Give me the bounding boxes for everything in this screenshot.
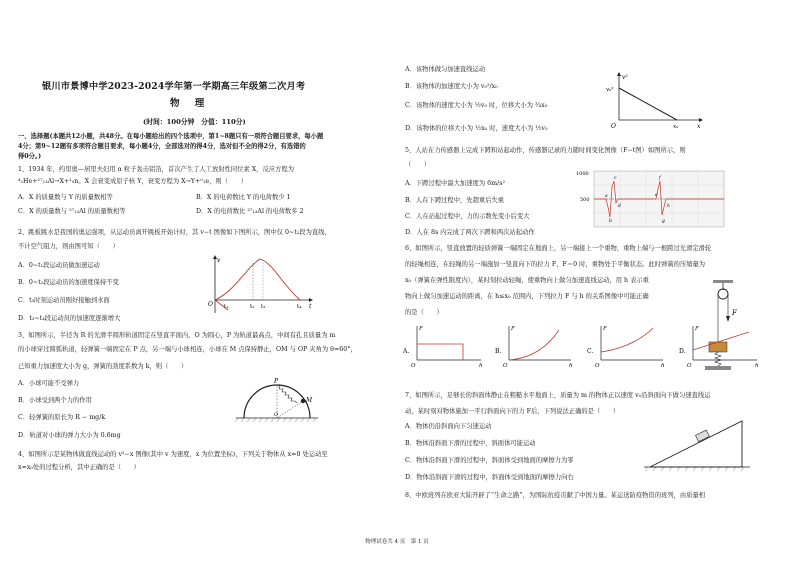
q7-line-2: 动，某时刻对物体施加一平行斜面向下的力 F后，下列说法正确的是（ ） [405,408,620,415]
q2-origin: O [208,301,213,308]
q3-option-d: D．轨道对小球的弹力大小为 0.6mg [18,432,121,439]
q6-c-o: O [595,363,600,369]
q5-option-a: A．下蹲过程中最大加速度为 6m/s² [405,180,505,187]
exam-title: 银川市景博中学2023-2024学年第一学期高三年级第二次月考 [42,81,306,92]
q3-option-b: B．小球受到两个力的作用 [18,397,92,404]
q6-b-f: F [511,326,515,332]
q6-letter-b: B. [495,348,502,355]
q2-t1: t₁ [224,304,229,310]
q4-option-a: A．该物体做匀加速直线运动 [405,66,486,73]
q2-option-c: C．t₃时刻运动员刚好接触到水面 [18,297,110,304]
q4-v2x-graph [605,72,705,130]
q3-label-m: M [306,397,313,404]
q3-semicircle-figure [232,375,322,425]
q6-a-o: O [411,363,416,369]
q5-label-f: f [659,176,661,181]
q1-line-2: ⁴₂He+²⁷₁₃Al→X+¹₀n。X 会衰变成原子核 Y，衰变方程为 X→Y+⁰₁e，则（ ） [18,178,247,185]
instructions-line-3: 得0分。) [18,153,42,160]
q6-c-f: F [603,326,607,332]
q6-b-h: h [569,363,573,369]
q1-line-1: 1、1934 年，约里奥—居里夫妇用 α 粒子轰击铝箔，首次产生了人工放射性同位素 X，反应方程为 [18,166,295,173]
q6-option-graphs [403,322,783,368]
q4-line-1: 4、如图所示是某物体做直线运动的 v²−x 图像(其中 v 为速度，x 为位置坐标)，下列关于物体从 x=0 处运动至 [18,451,328,458]
page-footer: 物理试卷共 4 页 第 1 页 [365,539,429,545]
q5-option-b: B．人在下蹲过程中，先超重后失重 [405,197,505,204]
q1-option-a: A．X 的质量数与 Y 的质量数相等 [18,194,113,201]
q5-label-b: b [609,219,612,224]
q2-vt-graph [205,255,315,315]
q5-line-2: （ ） [405,161,431,168]
q6-c-h: h [661,363,665,369]
q6-letter-c: C. [587,348,594,355]
q5-label-c: c [614,176,617,181]
q5-option-c: C．人在站起过程中，力的示数先变小后变大 [405,213,530,220]
q6-graph-c [587,326,665,369]
subject-title: 物 理 [170,98,211,109]
q5-label-g: g [662,219,665,224]
q6-letter-a: A. [403,348,410,355]
q1-option-b: B．X 的电荷数比 Y 的电荷数少 1 [196,194,291,201]
q6-graph-d [679,326,759,369]
q6-line-4: 物向上做匀加速运动的距离，在 h≤x₀ 范围内，下列拉力 F 与 h 的关系图像中可能正确 [405,293,649,300]
q6-a-f: F [419,326,423,332]
q2-t4: t₄ [297,304,302,310]
q5-option-d: D．人在 8s 内完成了两次下蹲和两次站起动作 [405,229,535,236]
q4-origin: O [611,123,616,130]
q3-line-2: 的小球穿过圆弧轨道，轻弹簧一端固定在 P 点，另一端与小球相连，小球在 M 点保持静止，OM 与 OP 夹角为 θ=60°， [18,346,357,353]
q7-option-b: B．物体沿斜面下滑的过程中，斜面体可能运动 [405,440,536,447]
q4-option-c: C．该物体的速度大小为 ½v₀ 时，位移大小为 ¾x₀ [405,102,548,109]
q4-axis-v2: v² [622,74,628,81]
q3-option-c: C．轻弹簧的原长为 R − mg/k [18,414,106,421]
q2-line-1: 2、跳板跳水是我国的奥运强项，从运动员离开跳板开始计时，其 v−t 图像如下图所示，图中仅 0~t₂段为直线， [18,229,331,236]
q5-label-a: a [605,194,608,199]
q6-line-5: 的是（ ） [405,309,443,316]
q2-t3: t₃ [261,304,266,310]
q6-d-f: F [695,326,699,332]
q7-line-1: 7、如图所示，足够长的斜面体静止在粗糙水平地面上，质量为 m 的物体正以速度 v₀沿斜面向下做匀速直线运 [405,392,711,399]
q6-line-1: 6、如图所示，竖直放置的轻质弹簧一端固定在地面上，另一端接上一个重物，重物上端与一根跨过光滑定滑轮 [405,245,712,252]
q5-label-d: d [618,204,621,209]
q1-option-d: D．X 的电荷数比 ²⁷₁₃Al 的电荷数多 2 [196,208,304,215]
q5-ft-graph [572,167,732,233]
q1-option-c: C．X 的质量数与 ²⁷₁₃Al 的质量数相等 [18,208,126,215]
q2-t2: t₂ [250,304,255,310]
q2-axis-t: t [309,303,312,310]
q6-d-o: O [687,363,692,369]
q6-line-3: x₀（弹簧在弹性限度内），某时刻拉动轻绳，使重物向上做匀加速直线运动，用 h 表示重 [405,277,649,284]
q5-y1000: 1000 [576,171,589,177]
q4-option-d: D．该物体的位移大小为 ½x₀ 时，速度大小为 ½v₀ [405,125,548,132]
instructions-line-1: 一、选择题(本题共12小题，共48分。在每小题给出的四个选项中，第1~8题只有一项符合题目要求，每小题 [18,133,324,140]
q5-label-e: e [655,193,658,198]
q7-option-d: D．物体沿斜面下滑的过程中，斜面体受到地面的摩擦力向右 [405,474,574,481]
time-info: (时间：100分钟 分值：110分) [143,118,246,126]
q2-option-d: D．t₃~t₄段运动员的加速度逐渐增大 [18,315,121,322]
instructions-line-2: 4分；第9~12题有多项符合题目要求，每小题4分，全部选对的得4分，选对但不全的得2分，有选错的 [18,143,306,150]
q8-line-1: 8、中欧班列在欧亚大陆开辟了“生命之路”，为国际抗疫贡献了中国力量。某运送防疫物资的班列，由质量相 [405,492,706,499]
q6-graph-a [402,326,483,369]
q5-y500: 500 [580,197,590,203]
q3-option-a: A．小球可能不受弹力 [18,380,80,387]
q4-option-b: B．该物体的加速度大小为 v₀²/x₀ [405,83,498,90]
q2-option-a: A．0~t₁段运动员做加速运动 [18,262,100,269]
q4-line-2: x=x₀处的过程分析，其中正确的是（ ） [18,464,140,471]
q3-label-o: O [274,412,279,418]
q2-line-2: 不计空气阻力，则由图可知（ ） [18,243,119,250]
q4-axis-x: x [697,123,701,130]
q7-incline-figure [642,415,752,473]
q2-option-b: B．0~t₂段运动员的加速度保持不变 [18,279,119,286]
q6-letter-d: D. [679,348,686,355]
q3-line-3: 已知重力加速度大小为 g，弹簧的劲度系数为 k，则（ ） [18,363,188,370]
q4-v0: v₀² [606,87,614,93]
q7-option-c: C．物体沿斜面下滑的过程中，斜面体受到地面的摩擦力为零 [405,457,574,464]
q6-d-h: h [755,363,759,369]
q4-x0: x₀ [673,124,679,130]
q5-label-h: h [667,204,670,209]
q6-a-h: h [479,363,483,369]
q6-b-o: O [503,363,508,369]
q7-option-a: A．物体仍沿斜面向下匀速运动 [405,423,492,430]
q3-line-1: 3、如图所示，半径为 R 的光滑半圆形轨道固定在竖直平面内，O 为圆心，P 为轨道最高点，中间有孔且质量为 m [18,332,336,339]
q6-label-f: F [732,309,737,317]
q6-line-2: 的轻绳相连，在轻绳的另一端施加一竖直向下的拉力 F，F＝0 时，重物处于平衡状态。此时弹簧的压缩量为 [405,261,706,268]
q2-axis-v: v [217,257,221,264]
q3-label-p: P [274,378,279,385]
q5-line-1: 5、人站在力传感器上完成下蹲和站起动作，传感器记录的力随时间变化图像（F−t图）如图所示，则 [405,147,686,154]
q6-graph-b [495,326,573,369]
